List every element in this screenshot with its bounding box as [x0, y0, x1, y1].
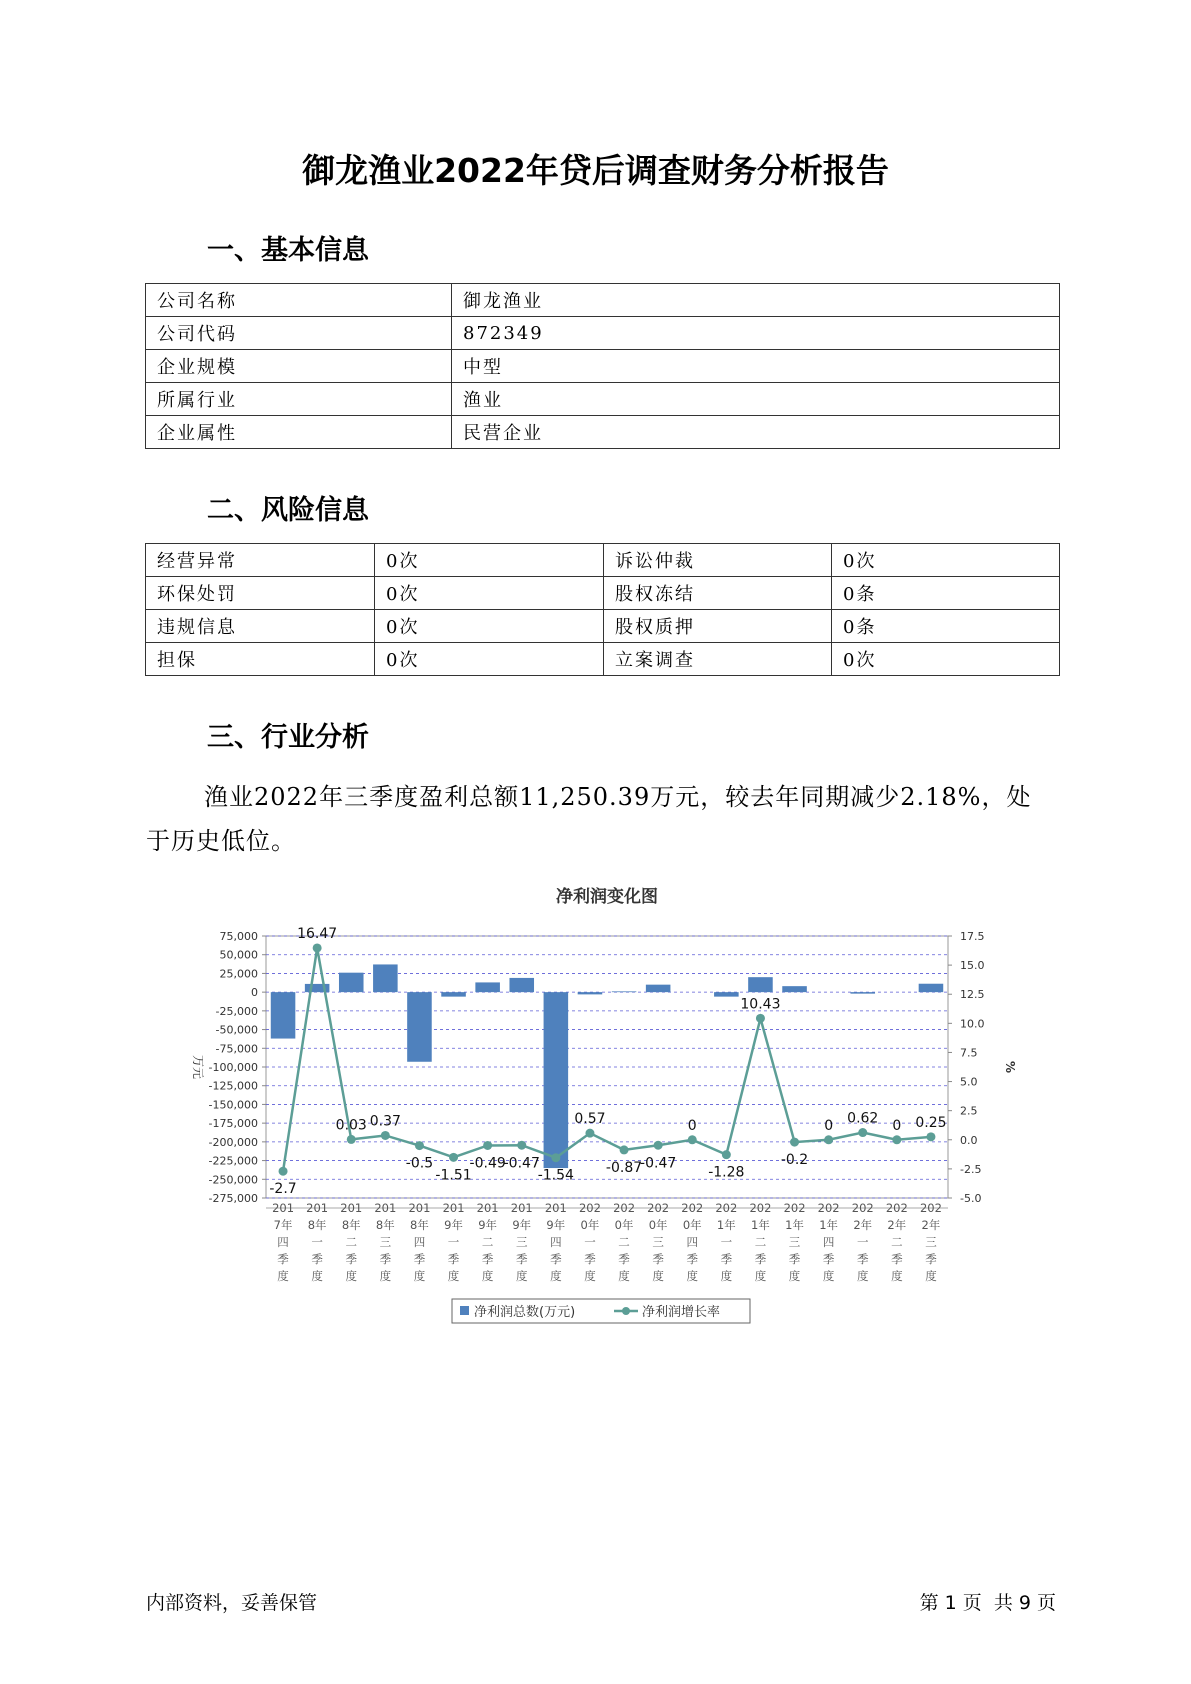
data-label: 16.47	[297, 925, 338, 942]
y-right-tick-label: 10.0	[960, 1017, 985, 1031]
x-tick-label: 202 2年二季度	[885, 1201, 908, 1283]
legend-bar-swatch	[460, 1306, 469, 1315]
data-label: -0.5	[405, 1155, 434, 1172]
x-tick-label: 201 8年一季度	[306, 1201, 329, 1283]
bar	[850, 992, 875, 993]
y-left-tick-label: -175,000	[208, 1117, 258, 1131]
x-tick-label: 201 8年二季度	[340, 1201, 363, 1283]
field-label: 企业属性	[146, 416, 452, 449]
table-row	[146, 610, 1060, 643]
risk-value: 0次	[375, 643, 604, 676]
bar	[714, 992, 739, 996]
y-right-tick-label: -2.5	[960, 1162, 982, 1176]
line-point	[824, 1135, 833, 1144]
field-label: 公司名称	[146, 284, 452, 317]
x-tick-label: 201 9年二季度	[476, 1201, 499, 1283]
field-value: 872349	[452, 317, 1060, 350]
y-left-tick-label: 75,000	[219, 930, 258, 943]
risk-label: 股权质押	[604, 610, 832, 643]
legend-bar-label: 净利润总数(万元)	[474, 1305, 576, 1320]
legend-line-label: 净利润增长率	[642, 1305, 721, 1320]
line-point	[483, 1141, 492, 1150]
risk-label: 经营异常	[146, 544, 375, 577]
net-profit-chart	[170, 880, 1040, 1360]
risk-label: 违规信息	[146, 610, 375, 643]
line-point	[313, 943, 322, 952]
y-left-tick-label: 50,000	[219, 948, 258, 962]
risk-label: 担保	[146, 643, 375, 676]
data-label: 0	[824, 1117, 834, 1134]
chart-title: 净利润变化图	[556, 887, 658, 907]
table-row	[146, 317, 1060, 350]
risk-value: 0次	[375, 610, 604, 643]
x-tick-label: 201 8年四季度	[408, 1201, 431, 1283]
bar	[407, 992, 432, 1062]
line-point	[654, 1141, 663, 1150]
y-right-tick-label: 5.0	[960, 1075, 978, 1089]
data-label: -0.87	[605, 1159, 643, 1176]
data-label: -1.51	[435, 1167, 472, 1184]
risk-label: 立案调查	[604, 643, 832, 676]
report-title: 御龙渔业2022年贷后调查财务分析报告	[302, 151, 889, 190]
table-row	[146, 350, 1060, 383]
data-label: -0.49	[469, 1155, 506, 1172]
line-point	[517, 1141, 526, 1150]
y-right-tick-label: 17.5	[960, 930, 985, 943]
x-tick-label: 202 0年二季度	[613, 1201, 636, 1283]
line-point	[279, 1167, 288, 1176]
y-left-tick-label: -25,000	[215, 1004, 258, 1018]
field-label: 所属行业	[146, 383, 452, 416]
x-tick-label: 201 7年四季度	[272, 1201, 295, 1283]
field-value: 渔业	[452, 383, 1060, 416]
data-label: -0.2	[780, 1152, 809, 1169]
y-left-tick-label: 0	[251, 986, 258, 1000]
data-label: -1.54	[537, 1167, 574, 1184]
line-point	[722, 1150, 731, 1159]
x-tick-label: 202 1年三季度	[783, 1201, 806, 1283]
line-point	[415, 1141, 424, 1150]
risk-value: 0次	[375, 577, 604, 610]
y-right-tick-label: 12.5	[960, 988, 985, 1002]
line-point	[381, 1131, 390, 1140]
table-row	[146, 416, 1060, 449]
y-left-tick-label: -100,000	[208, 1061, 258, 1074]
bar	[475, 982, 500, 992]
data-label: -0.47	[503, 1155, 540, 1172]
x-tick-label: 202 0年四季度	[681, 1201, 704, 1283]
bar	[748, 977, 773, 992]
x-tick-label: 202 0年三季度	[647, 1201, 670, 1283]
bar	[919, 984, 944, 992]
y-left-tick-label: 25,000	[219, 967, 258, 981]
footer-page-number: 第 1 页 共 9 页	[919, 1592, 1056, 1614]
x-tick-label: 202 1年二季度	[749, 1201, 772, 1283]
line-point	[449, 1153, 458, 1162]
x-tick-label: 202 2年三季度	[919, 1201, 942, 1283]
line-point	[892, 1135, 901, 1144]
footer-confidential: 内部资料，妥善保管	[146, 1592, 318, 1614]
data-label: 0.62	[847, 1110, 879, 1127]
bar	[612, 991, 637, 992]
y-left-tick-label: -150,000	[208, 1098, 258, 1112]
y-left-tick-label: -50,000	[215, 1023, 258, 1037]
basic-info-table	[145, 283, 1060, 449]
field-value: 中型	[452, 350, 1060, 383]
line-point	[585, 1129, 594, 1138]
risk-info-table	[145, 543, 1060, 676]
table-row	[146, 284, 1060, 317]
y-right-tick-label: 7.5	[960, 1046, 978, 1060]
y-left-axis-label: 万元	[191, 1054, 205, 1080]
data-label: -0.47	[640, 1155, 677, 1172]
table-row	[146, 643, 1060, 676]
table-row	[146, 383, 1060, 416]
bar	[782, 986, 807, 992]
risk-label: 环保处罚	[146, 577, 375, 610]
bar	[646, 985, 671, 992]
data-label: 0	[687, 1117, 697, 1134]
line-point	[790, 1138, 799, 1147]
y-right-tick-label: 0.0	[960, 1133, 978, 1147]
x-tick-label: 201 8年三季度	[374, 1201, 397, 1283]
field-label: 公司代码	[146, 317, 452, 350]
x-tick-label: 202 0年一季度	[578, 1201, 601, 1283]
y-left-tick-label: -75,000	[215, 1042, 258, 1056]
line-point	[551, 1153, 560, 1162]
field-label: 企业规模	[146, 350, 452, 383]
line-point	[858, 1128, 867, 1137]
y-right-axis-label: %	[1003, 1060, 1017, 1074]
section-heading-industry: 三、行业分析	[207, 722, 369, 753]
line-point	[688, 1135, 697, 1144]
y-left-tick-label: -275,000	[208, 1192, 258, 1205]
line-point	[756, 1014, 765, 1023]
section-heading-basic: 一、基本信息	[207, 235, 369, 266]
line-point	[347, 1135, 356, 1144]
data-label: -1.28	[708, 1164, 745, 1181]
x-tick-label: 202 2年一季度	[851, 1201, 874, 1283]
x-tick-label: 201 9年四季度	[544, 1201, 567, 1283]
y-right-tick-label: 2.5	[960, 1104, 978, 1118]
data-label: 0.37	[369, 1113, 401, 1130]
bar	[578, 992, 603, 994]
y-right-tick-label: 15.0	[960, 959, 985, 973]
data-label: -2.7	[269, 1181, 297, 1198]
y-left-tick-label: -225,000	[208, 1154, 258, 1168]
x-tick-label: 201 9年一季度	[442, 1201, 465, 1283]
data-label: 10.43	[740, 996, 781, 1013]
x-tick-label: 202 1年一季度	[715, 1201, 738, 1283]
risk-label: 诉讼仲裁	[604, 544, 832, 577]
data-label: 0.03	[335, 1117, 367, 1134]
bar	[373, 964, 398, 992]
y-left-tick-label: -250,000	[208, 1173, 258, 1187]
data-label: 0.57	[574, 1111, 606, 1128]
risk-value: 0次	[375, 544, 604, 577]
line-point	[620, 1145, 629, 1154]
x-tick-label: 202 1年四季度	[817, 1201, 840, 1283]
risk-label: 股权冻结	[604, 577, 832, 610]
table-row	[146, 577, 1060, 610]
field-value: 民营企业	[452, 416, 1060, 449]
risk-value: 0条	[832, 577, 1060, 610]
risk-value: 0次	[832, 544, 1060, 577]
y-left-tick-label: -200,000	[208, 1135, 258, 1149]
table-row	[146, 544, 1060, 577]
industry-paragraph: 渔业2022年三季度盈利总额11,250.39万元，较去年同期减少2.18%，处于历史低位。	[146, 783, 1032, 855]
y-left-tick-label: -125,000	[208, 1079, 258, 1093]
data-label: 0	[892, 1117, 902, 1134]
risk-value: 0次	[832, 643, 1060, 676]
x-tick-label: 201 9年三季度	[510, 1201, 533, 1283]
y-right-tick-label: -5.0	[960, 1192, 982, 1205]
bar	[544, 992, 569, 1168]
bar	[339, 973, 364, 992]
data-label: 0.25	[915, 1114, 947, 1131]
legend-line-marker	[622, 1307, 630, 1315]
section-heading-risk: 二、风险信息	[207, 495, 369, 526]
bar	[509, 978, 534, 992]
bar	[271, 992, 296, 1038]
field-value: 御龙渔业	[452, 284, 1060, 317]
bar	[441, 992, 466, 996]
line-point	[926, 1132, 935, 1141]
risk-value: 0条	[832, 610, 1060, 643]
